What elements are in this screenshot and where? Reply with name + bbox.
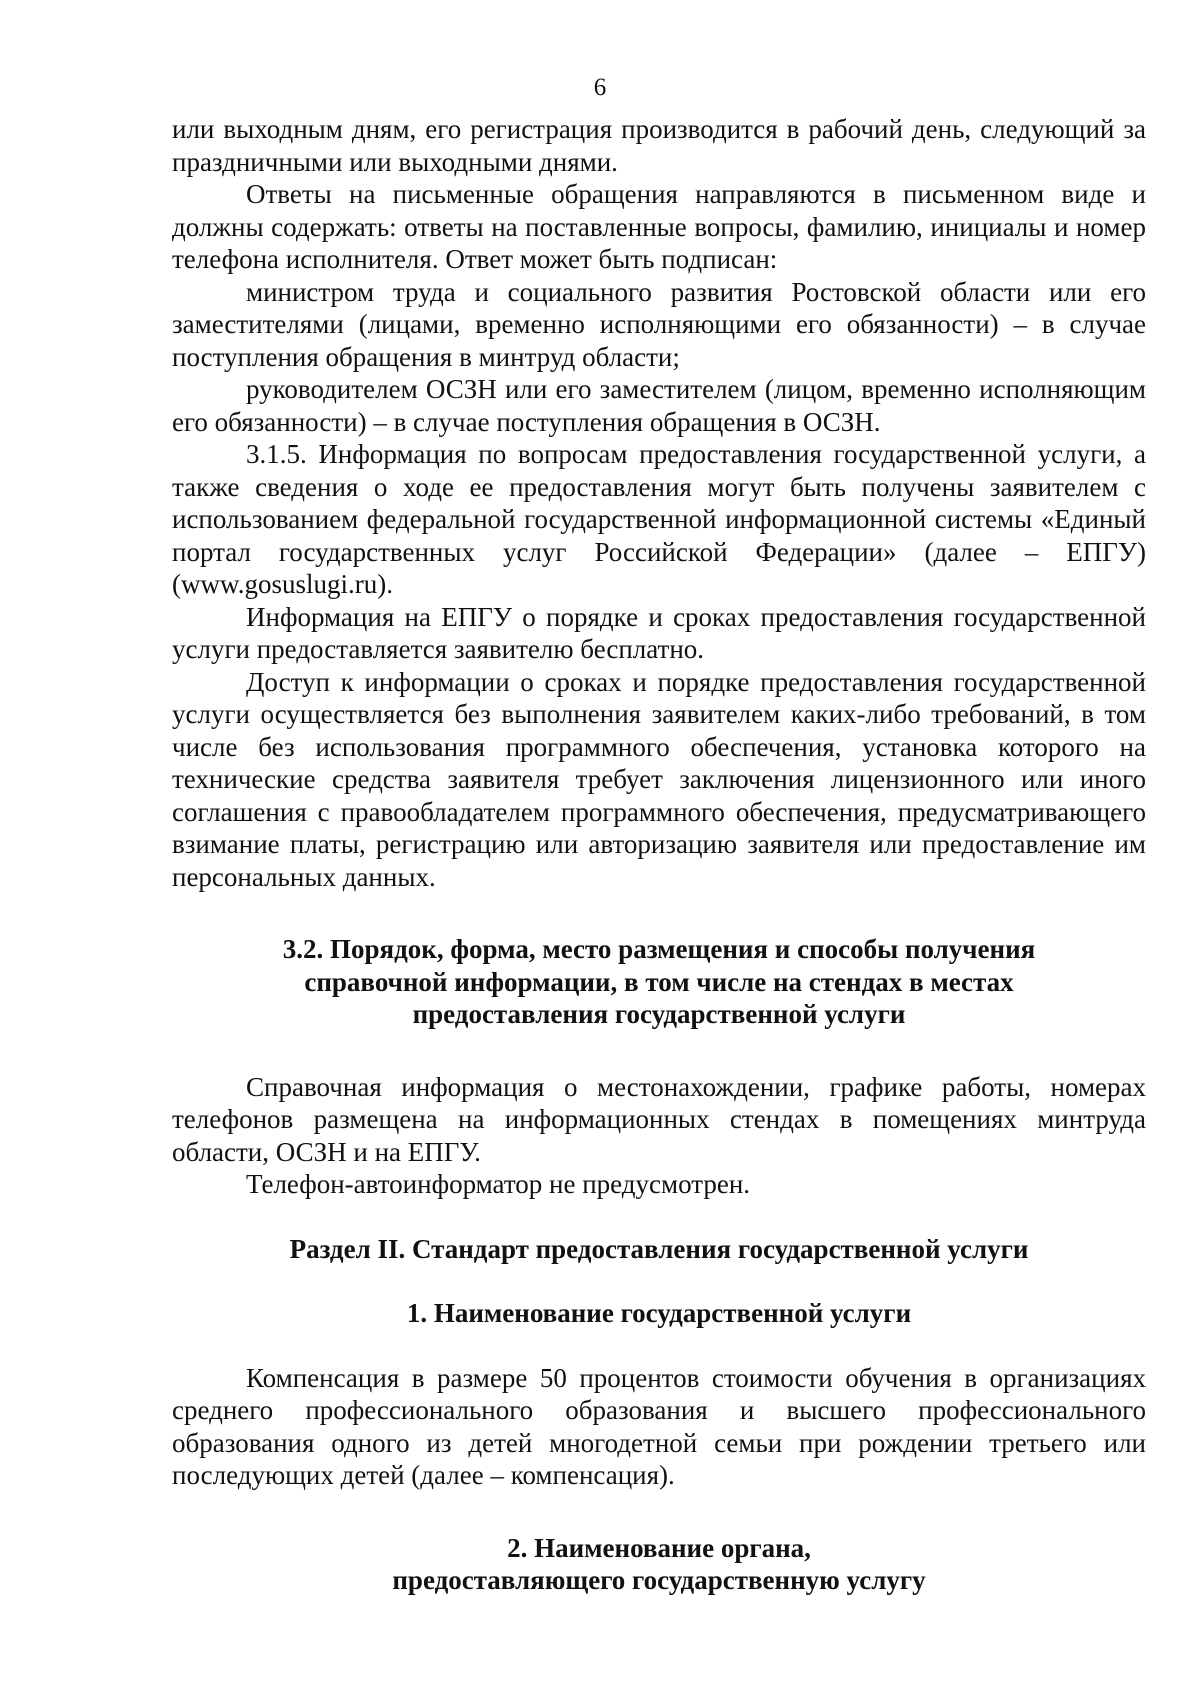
heading-line: 3.2. Порядок, форма, место размещения и способы получения: [282, 934, 1036, 964]
paragraph-access: Доступ к информации о сроках и порядке предоставления государственной услуги осуществляется без выполнения заявителем каких-либо требований, в том числе без использования программного обеспечения, установка которого на технические средства заявителя требует заключения лицензионного или иного соглашения с правообладателем программного обеспечения, предусматривающего взимание платы, регистрацию или авторизацию заявителя или предоставление им персональных данных.: [172, 666, 1146, 892]
page-content: [172, 113, 1146, 1597]
paragraph-autoinformer: Телефон-автоинформатор не предусмотрен.: [246, 1169, 751, 1199]
heading-line: предоставления государственной услуги: [412, 999, 906, 1029]
heading-line: справочной информации, в том числе на стендах в местах: [304, 966, 1014, 997]
spacer: [172, 893, 1146, 933]
spacer: [172, 1201, 1146, 1233]
paragraph-3-1-5: 3.1.5. Информация по вопросам предоставления государственной услуги, а также сведения о ходе ее предоставления могут быть получены заявителем с использованием федеральной государственной информационной системы «Единый портал государственных услуг Российской Федерации» (далее – ЕПГУ) (www.gosuslugi.ru).: [172, 439, 1146, 599]
paragraph-continuation: или выходным дням, его регистрация производится в рабочий день, следующий за праздничными или выходными днями.: [172, 114, 1146, 177]
section-1-heading: 1. Наименование государственной услуги: [406, 1298, 912, 1328]
spacer: [172, 1031, 1146, 1071]
section-2-heading: [172, 1532, 1146, 1597]
paragraph-minister: министром труда и социального развития Ростовской области или его заместителями (лицами, временно исполняющими его обязанности) – в случае поступления обращения в минтруд области;: [172, 276, 1146, 372]
heading-line: 2. Наименование органа,: [507, 1532, 811, 1563]
page-number: 6: [593, 74, 607, 101]
paragraph-answers: Ответы на письменные обращения направляются в письменном виде и должны содержать: ответы на поставленные вопросы, фамилию, инициалы и номер телефона исполнителя. Ответ может быть подписан:: [172, 179, 1146, 274]
spacer: [172, 1265, 1146, 1297]
paragraph-compensation: Компенсация в размере 50 процентов стоимости обучения в организациях среднего профессионального образования и высшего профессионального образования одного из детей многодетной семьи при рождении третьего или последующих детей (далее – компенсация).: [172, 1362, 1146, 1490]
paragraph-oszn-head: руководителем ОСЗН или его заместителем (лицом, временно исполняющим его обязанности) – в случае поступления обращения в ОСЗН.: [172, 374, 1146, 437]
spacer: [172, 1492, 1146, 1532]
paragraph-epgu-free: Информация на ЕПГУ о порядке и сроках предоставления государственной услуги предоставляется заявителю бесплатно.: [172, 601, 1146, 664]
heading-line: предоставляющего государственную услугу: [392, 1565, 926, 1595]
spacer: [172, 1330, 1146, 1362]
paragraph-reference-info: Справочная информация о местонахождении, графике работы, номерах телефонов размещена на информационных стендах в помещениях минтруда области, ОСЗН и на ЕПГУ.: [172, 1071, 1146, 1167]
section-3-2-heading: [172, 933, 1146, 1031]
section-ii-heading: Раздел II. Стандарт предоставления государственной услуги: [289, 1233, 1029, 1264]
